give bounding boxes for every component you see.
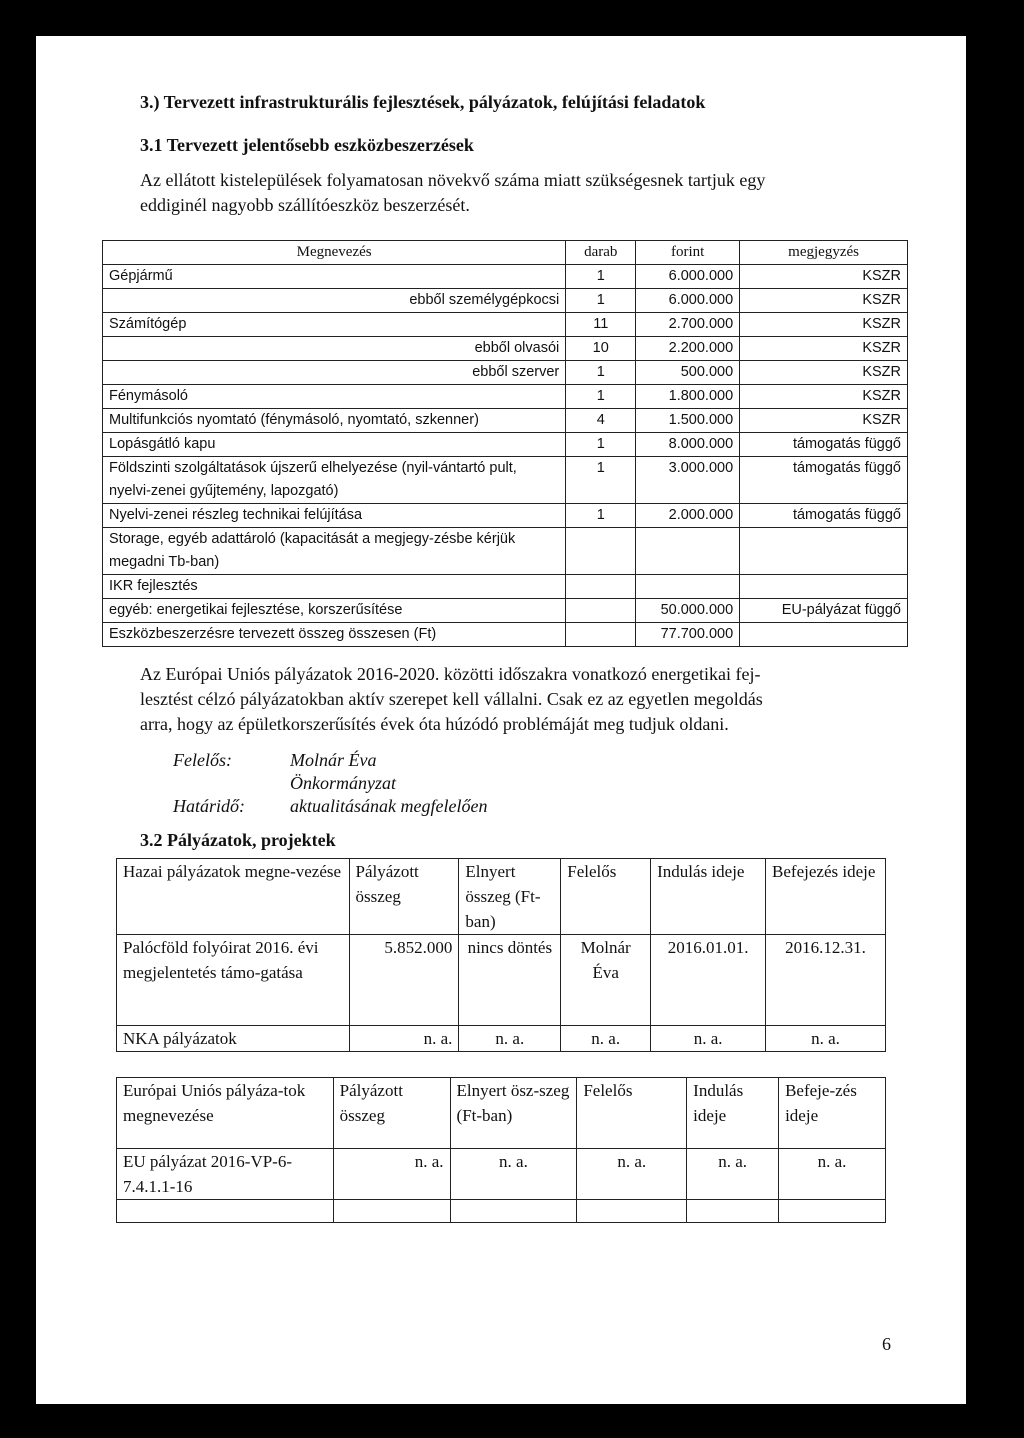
equipment-qty: 4 xyxy=(566,409,636,433)
equipment-note: KSZR xyxy=(740,265,908,289)
equipment-header-row xyxy=(103,241,908,265)
equipment-note: támogatás függő xyxy=(740,433,908,457)
equipment-note: KSZR xyxy=(740,385,908,409)
responsible-label: Felelős: xyxy=(173,750,232,770)
equipment-note: KSZR xyxy=(740,313,908,337)
domestic-projects-table xyxy=(116,858,886,1052)
domestic-cell: 2016.01.01. xyxy=(651,935,766,1026)
equipment-qty: 1 xyxy=(566,385,636,409)
eu-cell: n. a. xyxy=(577,1149,687,1200)
equipment-qty xyxy=(566,528,636,575)
header-note: megjegyzés xyxy=(740,241,908,265)
equipment-row xyxy=(103,504,908,528)
responsible-value-2: Önkormányzat xyxy=(290,773,396,793)
eu-header-cell: Indulás ideje xyxy=(687,1078,779,1149)
eu-cell: EU pályázat 2016-VP-6-7.4.1.1-16 xyxy=(117,1149,334,1200)
eu-cell xyxy=(117,1200,334,1223)
domestic-cell: n. a. xyxy=(766,1026,886,1052)
equipment-note: KSZR xyxy=(740,337,908,361)
eu-cell xyxy=(577,1200,687,1223)
eu-header-cell: Európai Uniós pályáza-tok megnevezése xyxy=(117,1078,334,1149)
equipment-name: ebből olvasói xyxy=(103,337,566,361)
equipment-name: Fénymásoló xyxy=(103,385,566,409)
eu-cell: n. a. xyxy=(687,1149,779,1200)
equipment-qty: 11 xyxy=(566,313,636,337)
domestic-row xyxy=(117,1026,886,1052)
equipment-name: Gépjármű xyxy=(103,265,566,289)
equipment-name: Eszközbeszerzésre tervezett összeg összesen (Ft) xyxy=(103,623,566,647)
deadline-value: aktualitásának megfelelően xyxy=(290,796,488,816)
header-name: Megnevezés xyxy=(103,241,566,265)
equipment-amount: 500.000 xyxy=(636,361,740,385)
equipment-qty: 1 xyxy=(566,457,636,504)
equipment-name: Storage, egyéb adattároló (kapacitását a megjegy-zésbe kérjük megadni Tb-ban) xyxy=(103,528,566,575)
equipment-note: KSZR xyxy=(740,361,908,385)
domestic-cell: n. a. xyxy=(651,1026,766,1052)
domestic-cell: NKA pályázatok xyxy=(117,1026,350,1052)
equipment-row xyxy=(103,528,908,575)
equipment-amount: 1.800.000 xyxy=(636,385,740,409)
equipment-row xyxy=(103,599,908,623)
equipment-qty xyxy=(566,575,636,599)
eu-cell xyxy=(779,1200,886,1223)
equipment-row xyxy=(103,457,908,504)
deadline-label: Határidő: xyxy=(173,796,245,816)
intro-line-1: Az ellátott kistelepülések folyamatosan növekvő száma miatt szükségesnek tartjuk egy xyxy=(140,170,766,190)
equipment-name: egyéb: energetikai fejlesztése, korszerűsítése xyxy=(103,599,566,623)
domestic-cell: Palócföld folyóirat 2016. évi megjelentetés támo-gatása xyxy=(117,935,350,1026)
eu-header-row xyxy=(117,1078,886,1149)
eu-header-cell: Pályázott összeg xyxy=(333,1078,450,1149)
domestic-cell: n. a. xyxy=(561,1026,651,1052)
equipment-qty: 1 xyxy=(566,289,636,313)
domestic-header-cell: Pályázott összeg xyxy=(349,859,459,935)
equipment-row xyxy=(103,361,908,385)
equipment-qty xyxy=(566,623,636,647)
equipment-note: támogatás függő xyxy=(740,504,908,528)
eu-header-cell: Felelős xyxy=(577,1078,687,1149)
eu-header-cell: Elnyert ösz-szeg (Ft-ban) xyxy=(450,1078,577,1149)
equipment-amount: 2.000.000 xyxy=(636,504,740,528)
eu-cell xyxy=(687,1200,779,1223)
equipment-amount: 1.500.000 xyxy=(636,409,740,433)
equipment-row xyxy=(103,337,908,361)
equipment-qty: 10 xyxy=(566,337,636,361)
domestic-header-cell: Elnyert összeg (Ft-ban) xyxy=(459,859,561,935)
domestic-header-cell: Felelős xyxy=(561,859,651,935)
equipment-name: Lopásgátló kapu xyxy=(103,433,566,457)
equipment-row xyxy=(103,623,908,647)
equipment-name: ebből szerver xyxy=(103,361,566,385)
equipment-row xyxy=(103,575,908,599)
domestic-cell: Molnár Éva xyxy=(561,935,651,1026)
domestic-row xyxy=(117,935,886,1026)
domestic-header-cell: Indulás ideje xyxy=(651,859,766,935)
equipment-amount: 2.700.000 xyxy=(636,313,740,337)
page-number: 6 xyxy=(882,1334,891,1354)
equipment-qty: 1 xyxy=(566,504,636,528)
equipment-table xyxy=(102,240,908,647)
eu-paragraph-line-3: arra, hogy az épületkorszerűsítés évek óta húzódó problémáját meg tudjuk oldani. xyxy=(140,714,729,734)
domestic-header-cell: Hazai pályázatok megne-vezése xyxy=(117,859,350,935)
equipment-note: EU-pályázat függő xyxy=(740,599,908,623)
projects-heading: 3.2 Pályázatok, projektek xyxy=(140,830,336,850)
eu-projects-table xyxy=(116,1077,886,1223)
eu-row xyxy=(117,1200,886,1223)
eu-paragraph-line-2: lesztést célzó pályázatokban aktív szerepet kell vállalni. Csak ez az egyetlen megoldás xyxy=(140,689,763,709)
equipment-name: IKR fejlesztés xyxy=(103,575,566,599)
equipment-note: KSZR xyxy=(740,289,908,313)
domestic-cell: nincs döntés xyxy=(459,935,561,1026)
equipment-qty: 1 xyxy=(566,361,636,385)
document-page xyxy=(36,36,966,1404)
header-qty: darab xyxy=(566,241,636,265)
equipment-name: Számítógép xyxy=(103,313,566,337)
equipment-amount: 6.000.000 xyxy=(636,289,740,313)
eu-header-cell: Befeje-zés ideje xyxy=(779,1078,886,1149)
equipment-amount: 3.000.000 xyxy=(636,457,740,504)
intro-line-2: eddiginél nagyobb szállítóeszköz beszerzését. xyxy=(140,195,470,215)
equipment-qty xyxy=(566,599,636,623)
equipment-name: Földszinti szolgáltatások újszerű elhelyezése (nyil-vántartó pult, nyelvi-zenei gyűjtemény, lapozgató) xyxy=(103,457,566,504)
equipment-name: ebből személygépkocsi xyxy=(103,289,566,313)
equipment-amount: 77.700.000 xyxy=(636,623,740,647)
eu-cell xyxy=(333,1200,450,1223)
header-amount: forint xyxy=(636,241,740,265)
eu-cell xyxy=(450,1200,577,1223)
equipment-note xyxy=(740,528,908,575)
equipment-amount: 2.200.000 xyxy=(636,337,740,361)
domestic-header-cell: Befejezés ideje xyxy=(766,859,886,935)
equipment-amount: 8.000.000 xyxy=(636,433,740,457)
equipment-row xyxy=(103,409,908,433)
equipment-row xyxy=(103,313,908,337)
equipment-row xyxy=(103,433,908,457)
domestic-cell: 2016.12.31. xyxy=(766,935,886,1026)
subsection-heading: 3.1 Tervezett jelentősebb eszközbeszerzések xyxy=(140,135,474,155)
equipment-name: Nyelvi-zenei részleg technikai felújítása xyxy=(103,504,566,528)
domestic-cell: 5.852.000 xyxy=(349,935,459,1026)
equipment-qty: 1 xyxy=(566,433,636,457)
equipment-note: KSZR xyxy=(740,409,908,433)
equipment-name: Multifunkciós nyomtató (fénymásoló, nyomtató, szkenner) xyxy=(103,409,566,433)
domestic-cell: n. a. xyxy=(349,1026,459,1052)
equipment-amount: 6.000.000 xyxy=(636,265,740,289)
eu-cell: n. a. xyxy=(333,1149,450,1200)
eu-cell: n. a. xyxy=(450,1149,577,1200)
equipment-amount xyxy=(636,575,740,599)
equipment-note: támogatás függő xyxy=(740,457,908,504)
equipment-row xyxy=(103,385,908,409)
equipment-note xyxy=(740,623,908,647)
eu-row xyxy=(117,1149,886,1200)
equipment-amount: 50.000.000 xyxy=(636,599,740,623)
domestic-cell: n. a. xyxy=(459,1026,561,1052)
equipment-note xyxy=(740,575,908,599)
equipment-amount xyxy=(636,528,740,575)
equipment-qty: 1 xyxy=(566,265,636,289)
eu-cell: n. a. xyxy=(779,1149,886,1200)
eu-paragraph-line-1: Az Európai Uniós pályázatok 2016-2020. közötti időszakra vonatkozó energetikai fej- xyxy=(140,664,761,684)
equipment-row xyxy=(103,265,908,289)
responsible-value-1: Molnár Éva xyxy=(290,750,377,770)
section-heading: 3.) Tervezett infrastrukturális fejlesztések, pályázatok, felújítási feladatok xyxy=(140,92,706,112)
equipment-row xyxy=(103,289,908,313)
domestic-header-row xyxy=(117,859,886,935)
